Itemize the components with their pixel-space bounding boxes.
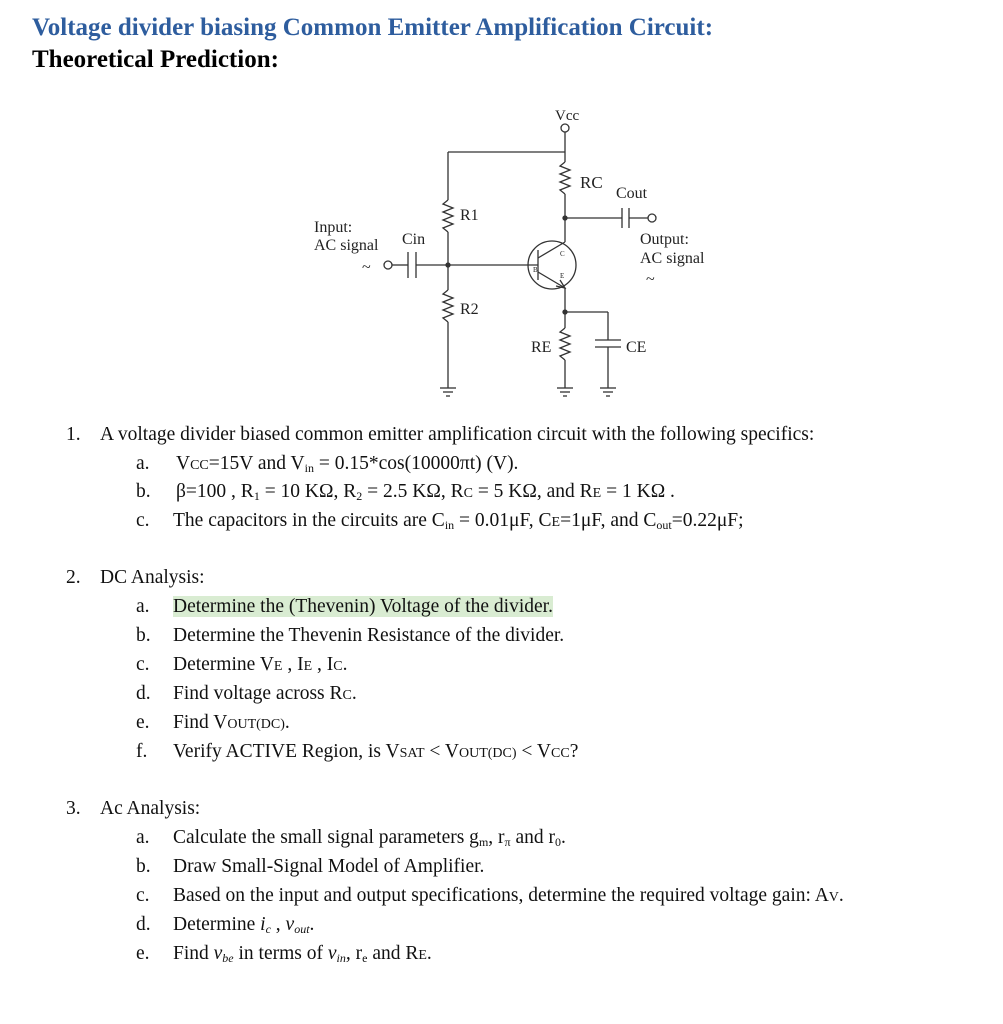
section-2-number: 2.	[66, 567, 81, 588]
item-1a-marker: a.	[136, 453, 150, 474]
output-label: Output:	[640, 231, 689, 248]
item-1b-marker: b.	[136, 481, 151, 502]
output-tilde: ~	[646, 271, 655, 288]
input-label-2: AC signal	[314, 237, 379, 254]
page-subtitle: Theoretical Prediction:	[32, 46, 279, 73]
item-1a-text: VCC=15V and $V_{in} = 0.15*\cos(10000\pi t)$ (V).	[176, 453, 519, 475]
item-1c-marker: c.	[136, 510, 150, 531]
collector-label: C	[560, 250, 565, 258]
ce-label: CE	[626, 339, 647, 356]
input-tilde: ~	[362, 259, 371, 276]
item-3d-text: Determine $i_c$ , $v_{out}$.	[173, 914, 315, 936]
input-label: Input:	[314, 219, 353, 236]
circuit-diagram	[290, 100, 730, 410]
item-3b-marker: b.	[136, 856, 151, 877]
item-3a-text: Calculate the small signal parameters $g_m$, $r_\pi$ and $r_0$.	[173, 827, 566, 849]
item-2b-marker: b.	[136, 625, 151, 646]
item-2f-text: Verify ACTIVE Region, is VSAT < VOUT(DC) < VCC?	[173, 741, 579, 762]
item-1c-text: The capacitors in the circuits are $C_{in} = 0.01\mu F$, CE=1μF, and $C_{out}=0.22\mu F$;	[173, 510, 744, 532]
section-3-number: 3.	[66, 798, 81, 819]
re-label: RE	[531, 339, 552, 356]
item-2f-marker: f.	[136, 741, 148, 762]
item-2d-text: Find voltage across RC.	[173, 683, 357, 704]
item-3b-text: Draw Small-Signal Model of Amplifier.	[173, 856, 485, 877]
item-3e-text: Find $v_{be}$ in terms of $v_{in}$, $r_e$ and RE.	[173, 943, 432, 965]
item-3a-marker: a.	[136, 827, 150, 848]
item-2b-text: Determine the Thevenin Resistance of the divider.	[173, 625, 565, 646]
item-1b-text: β=100 , $R_1 = 10$ KΩ, $R_2 = 2.5$ KΩ, RC = 5 KΩ, and RE = 1 KΩ .	[176, 481, 675, 503]
vcc-label: Vcc	[555, 108, 580, 124]
item-2e-text: Find VOUT(DC).	[173, 712, 290, 733]
item-2d-marker: d.	[136, 683, 151, 704]
section-1-number: 1.	[66, 424, 81, 445]
item-2c-marker: c.	[136, 654, 150, 675]
item-2a-text: Determine the (Thevenin) Voltage of the divider.	[173, 596, 553, 617]
item-2c-text: Determine VE , IE , IC.	[173, 654, 348, 675]
item-2a-marker: a.	[136, 596, 150, 617]
r1-label: R1	[460, 207, 479, 224]
rc-label: RC	[580, 173, 603, 192]
section-3-heading: Ac Analysis:	[100, 798, 201, 819]
item-3c-text: Based on the input and output specifications, determine the required voltage gain: AV.	[173, 885, 844, 906]
page-title: Voltage divider biasing Common Emitter Amplification Circuit:	[32, 14, 714, 41]
item-3e-marker: e.	[136, 943, 150, 964]
item-3d-marker: d.	[136, 914, 151, 935]
item-2e-marker: e.	[136, 712, 150, 733]
base-label: B	[533, 266, 538, 274]
r2-label: R2	[460, 301, 479, 318]
cout-label: Cout	[616, 185, 648, 202]
section-1-heading: A voltage divider biased common emitter amplification circuit with the following specifics:	[100, 424, 815, 445]
emitter-label: E	[560, 272, 565, 280]
item-3c-marker: c.	[136, 885, 150, 906]
section-2-heading: DC Analysis:	[100, 567, 205, 588]
output-label-2: AC signal	[640, 250, 705, 267]
cin-label: Cin	[402, 231, 426, 248]
